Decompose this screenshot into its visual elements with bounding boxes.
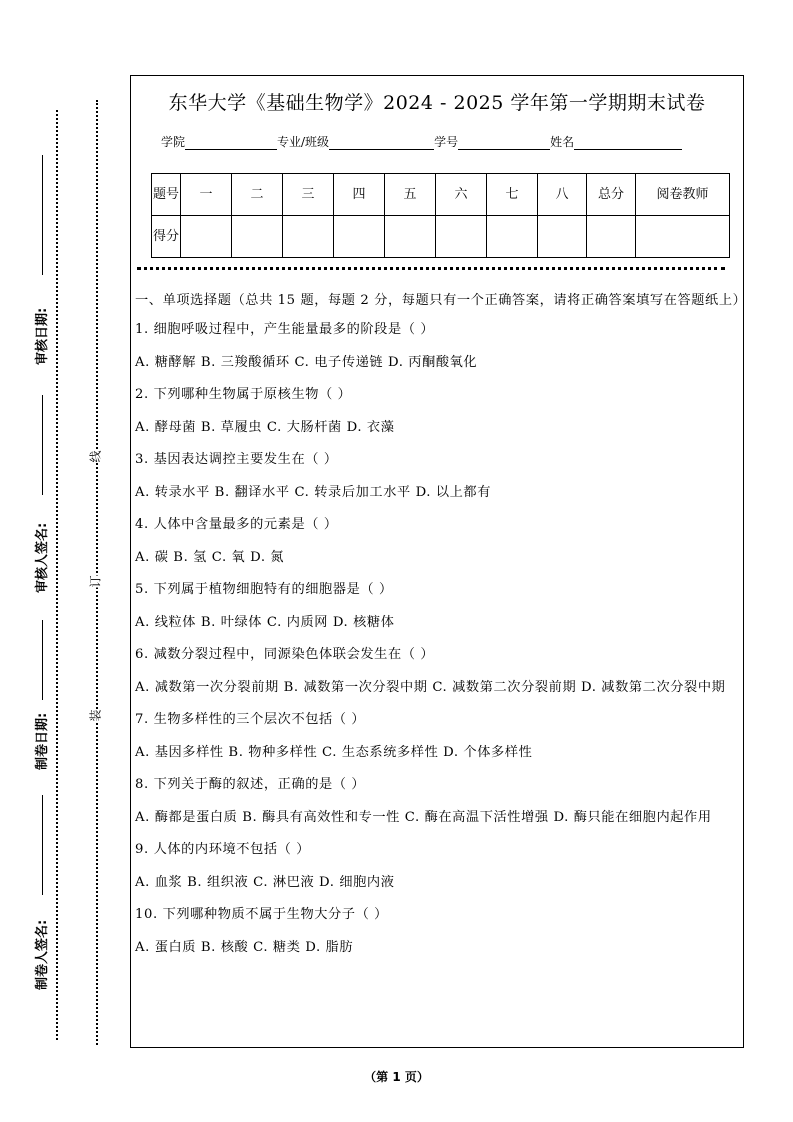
- dotted-separator: [137, 267, 725, 270]
- compile-date-line: [42, 620, 43, 700]
- question-options: A. 基因多样性 B. 物种多样性 C. 生态系统多样性 D. 个体多样性: [135, 744, 533, 760]
- student-info-row: [161, 133, 682, 150]
- exam-title: 东华大学《基础生物学》2024 - 2025 学年第一学期期末试卷: [168, 92, 706, 114]
- score-col-1: 一: [181, 174, 232, 216]
- page-number: （第 1 页）: [364, 1070, 429, 1084]
- compile-date-label: 制卷日期:: [35, 712, 50, 770]
- binding-dotted-rule: [96, 100, 98, 1045]
- score-col-6: 六: [436, 174, 487, 216]
- compiler-sign-line: [42, 795, 43, 895]
- college-blank[interactable]: [185, 136, 277, 150]
- reviewer-sign-line: [42, 395, 43, 495]
- question-options: A. 糖酵解 B. 三羧酸循环 C. 电子传递链 D. 丙酮酸氧化: [135, 354, 478, 370]
- student-id-blank[interactable]: [458, 136, 550, 150]
- question-text: 4. 人体中含量最多的元素是（ ）: [135, 517, 338, 532]
- row-label-question: 题号: [152, 174, 181, 216]
- name-blank[interactable]: [574, 136, 682, 150]
- score-cell[interactable]: [232, 216, 283, 258]
- question-text: 9. 人体的内环境不包括（ ）: [135, 842, 311, 857]
- section-heading: 一、单项选择题（总共 15 题，每题 2 分，每题只有一个正确答案，请将正确答案填写在答题纸上）: [135, 293, 747, 308]
- question-text: 8. 下列关于酶的叙述，正确的是（ ）: [135, 777, 366, 792]
- major-label: 专业/班级: [277, 135, 330, 149]
- question-text: 7. 生物多样性的三个层次不包括（ ）: [135, 712, 366, 727]
- question-options: A. 酵母菌 B. 草履虫 C. 大肠杆菌 D. 衣藻: [135, 419, 395, 435]
- score-cell[interactable]: [181, 216, 232, 258]
- question-options: A. 蛋白质 B. 核酸 C. 糖类 D. 脂肪: [135, 939, 354, 955]
- binding-bind-char: 装: [88, 709, 103, 722]
- score-cell[interactable]: [538, 216, 587, 258]
- binding-fold-char: 订: [88, 575, 103, 588]
- question-options: A. 减数第一次分裂前期 B. 减数第一次分裂中期 C. 减数第二次分裂前期 D. 减数第二次分裂中期: [135, 679, 726, 695]
- question-text: 1. 细胞呼吸过程中，产生能量最多的阶段是（ ）: [135, 322, 435, 337]
- left-dotted-rule: [56, 110, 58, 1040]
- review-date-line: [42, 155, 43, 275]
- student-id-label: 学号: [434, 135, 459, 149]
- score-cell[interactable]: [436, 216, 487, 258]
- score-col-2: 二: [232, 174, 283, 216]
- score-col-7: 七: [487, 174, 538, 216]
- score-cell[interactable]: [385, 216, 436, 258]
- score-col-8: 八: [538, 174, 587, 216]
- score-table: [151, 173, 730, 258]
- reviewer-cell[interactable]: [636, 216, 730, 258]
- question-list: [135, 319, 743, 958]
- exam-content: [135, 290, 747, 969]
- score-cell[interactable]: [283, 216, 334, 258]
- score-col-reviewer: 阅卷教师: [636, 174, 730, 216]
- question-options: A. 血浆 B. 组织液 C. 淋巴液 D. 细胞内液: [135, 874, 395, 890]
- question-options: A. 转录水平 B. 翻译水平 C. 转录后加工水平 D. 以上都有: [135, 484, 492, 500]
- question-text: 2. 下列哪种生物属于原核生物（ ）: [135, 387, 352, 402]
- score-col-total: 总分: [587, 174, 636, 216]
- row-label-score: 得分: [152, 216, 181, 258]
- question-text: 6. 减数分裂过程中，同源染色体联会发生在（ ）: [135, 647, 435, 662]
- binding-line-char: 线: [88, 450, 103, 463]
- question-text: 5. 下列属于植物细胞特有的细胞器是（ ）: [135, 582, 393, 597]
- score-value-row: [152, 216, 730, 258]
- name-label: 姓名: [550, 135, 575, 149]
- exam-frame: [130, 75, 747, 1048]
- score-cell-total[interactable]: [587, 216, 636, 258]
- question-options: A. 酶都是蛋白质 B. 酶具有高效性和专一性 C. 酶在高温下活性增强 D. 酶只能在细胞内起作用: [135, 809, 712, 825]
- score-col-3: 三: [283, 174, 334, 216]
- question-text: 10. 下列哪种物质不属于生物大分子（ ）: [135, 907, 388, 922]
- question-options: A. 线粒体 B. 叶绿体 C. 内质网 D. 核糖体: [135, 614, 395, 630]
- major-blank[interactable]: [329, 136, 434, 150]
- reviewer-sign-label: 审核人签名:: [35, 522, 50, 593]
- score-cell[interactable]: [334, 216, 385, 258]
- score-col-4: 四: [334, 174, 385, 216]
- review-date-label: 审核日期:: [35, 307, 50, 365]
- compiler-sign-label: 制卷人签名:: [35, 919, 50, 990]
- score-cell[interactable]: [487, 216, 538, 258]
- question-text: 3. 基因表达调控主要发生在（ ）: [135, 452, 338, 467]
- question-options: A. 碳 B. 氢 C. 氧 D. 氮: [135, 549, 285, 565]
- score-col-5: 五: [385, 174, 436, 216]
- college-label: 学院: [161, 135, 186, 149]
- score-header-row: [152, 174, 730, 216]
